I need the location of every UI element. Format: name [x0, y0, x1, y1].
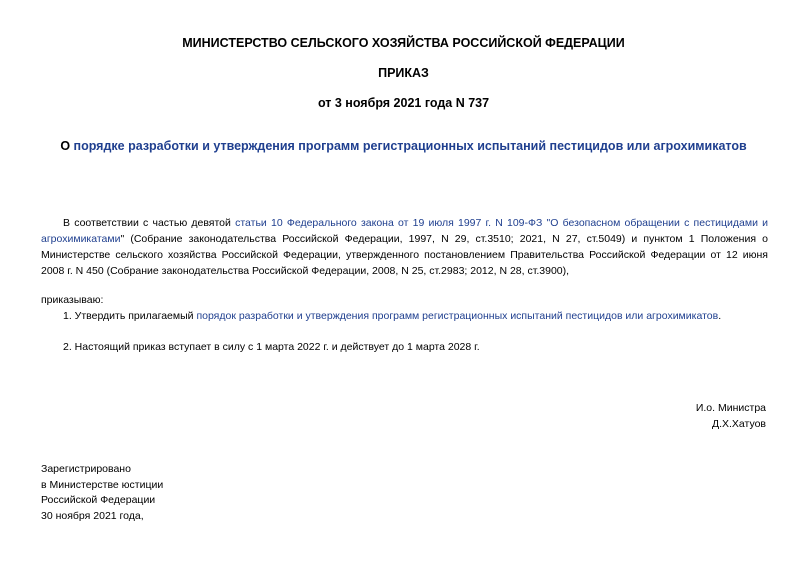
order-word: приказываю: — [41, 294, 104, 306]
registration-line-3: Российской Федерации — [41, 494, 156, 506]
subject-prefix: О — [60, 139, 74, 153]
item1-suffix: . — [718, 310, 722, 322]
signature-block — [696, 401, 766, 432]
procedure-link[interactable]: порядок разработки и утверждения программ регистрационных испытаний пестицидов или агрохимикатов — [196, 310, 719, 322]
document-type: ПРИКАЗ — [378, 66, 429, 80]
ministry-title: МИНИСТЕРСТВО СЕЛЬСКОГО ХОЗЯЙСТВА РОССИЙСКОЙ ФЕДЕРАЦИИ — [182, 36, 625, 50]
registration-line-4: 30 ноября 2021 года, — [41, 509, 144, 522]
signature-name: Д.Х.Хатуов — [711, 417, 766, 430]
signature-position: И.о. Министра — [695, 402, 766, 414]
federal-law-link[interactable]: статьи 10 Федерального закона от 19 июля 1997 г. N 109-ФЗ "О безопасном обращении с пестицидами и агрохимикатами — [41, 217, 768, 245]
subject-link[interactable]: порядке разработки и утверждения программ регистрационных испытаний пестицидов или агрохимикатов — [73, 139, 747, 153]
registration-line-1: Зарегистрировано — [41, 463, 131, 475]
order-item-2: 2. Настоящий приказ вступает в силу с 1 марта 2022 г. и действует до 1 марта 2028 г. — [63, 341, 480, 353]
document-date-number: от 3 ноября 2021 года N 737 — [317, 96, 490, 110]
registration-line-2: в Министерстве юстиции — [41, 478, 164, 491]
document-subject — [40, 138, 767, 155]
preamble-text-1: В соответствии с частью девятой — [63, 217, 236, 229]
preamble-text-2: " (Собрание законодательства Российской Федерации, 1997, N 29, ст.3510; 2021, N 27, ст.5049) и пунктом 1 Положения о Министерстве сельского хозяйства Российской Федерации, утвержденного постановлением Правительства Российской Федерации от 12 июня 2008 г. N 450 (Собрание законодательства Российской Федерации, 2008, N 25, ст.2983; 2012, N 28, ст.3900), — [41, 233, 768, 277]
order-item-1 — [41, 308, 768, 324]
item1-prefix: 1. Утвердить прилагаемый — [63, 310, 197, 322]
preamble-paragraph — [41, 215, 768, 279]
registration-block — [41, 462, 163, 524]
